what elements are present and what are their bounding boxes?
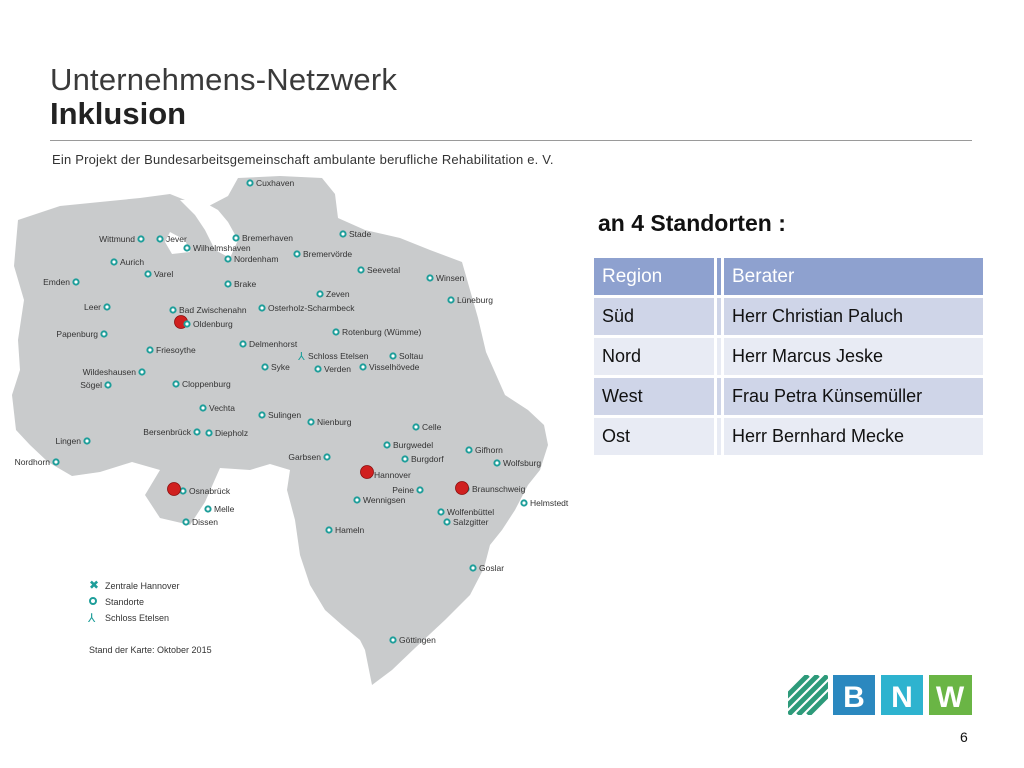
dot-icon — [205, 506, 210, 511]
city-label: Nordhorn — [14, 457, 50, 467]
cell-spacer — [717, 378, 721, 415]
city-label: Schloss Etelsen — [308, 351, 369, 361]
dot-icon — [84, 438, 89, 443]
cell-region: Nord — [594, 338, 714, 375]
dot-icon — [470, 565, 475, 570]
city-label: Brake — [234, 279, 257, 289]
dot-icon — [262, 364, 267, 369]
dot-icon — [184, 245, 189, 250]
dot-icon — [104, 304, 109, 309]
cell-berater: Herr Marcus Jeske — [724, 338, 983, 375]
logo-letter-b: B — [843, 681, 865, 714]
dot-icon — [105, 382, 110, 387]
column-header-region: Region — [594, 258, 714, 295]
city-marker — [83, 367, 145, 377]
dot-icon — [180, 488, 185, 493]
city-marker — [240, 339, 297, 349]
dot-icon — [308, 419, 313, 424]
city-marker — [184, 243, 251, 253]
city-label: Friesoythe — [156, 345, 196, 355]
dot-icon — [317, 291, 322, 296]
dot-icon — [247, 180, 252, 185]
city-label: Wolfenbüttel — [447, 507, 495, 517]
city-marker — [354, 495, 405, 505]
city-label: Braunschweig — [472, 484, 526, 494]
city-marker — [521, 498, 569, 508]
dot-icon — [521, 500, 526, 505]
lower-saxony-map — [0, 170, 580, 690]
city-marker — [233, 233, 293, 243]
standort-highlight-marker — [168, 483, 181, 496]
map-legend — [87, 578, 212, 655]
legend-item-schloss — [87, 611, 169, 625]
city-label: Wolfsburg — [503, 458, 542, 468]
dot-icon — [326, 527, 331, 532]
dot-icon — [259, 305, 264, 310]
cross-icon: ✖ — [89, 578, 100, 592]
dot-icon — [240, 341, 245, 346]
legend-item-standorte — [90, 597, 144, 607]
dot-icon — [402, 456, 407, 461]
city-label: Seevetal — [367, 265, 401, 275]
dot-icon — [173, 381, 178, 386]
city-label: Cuxhaven — [256, 178, 295, 188]
city-label: Bad Zwischenahn — [179, 305, 247, 315]
page-title-line1: Unternehmens-Netzwerk — [50, 62, 398, 97]
city-label: Celle — [422, 422, 442, 432]
city-marker — [173, 379, 231, 389]
tripod-icon: ⅄ — [88, 611, 96, 625]
dot-icon — [200, 405, 205, 410]
city-label: Sögel — [80, 380, 102, 390]
bnw-logo — [788, 673, 974, 717]
city-label: Visselhövede — [369, 362, 420, 372]
city-label: Oldenburg — [193, 319, 233, 329]
cell-spacer — [717, 338, 721, 375]
city-label: Hannover — [374, 470, 411, 480]
city-label: Dissen — [192, 517, 218, 527]
city-label: Varel — [154, 269, 174, 279]
city-label: Osnabrück — [189, 486, 231, 496]
dot-icon — [324, 454, 329, 459]
city-label: Helmstedt — [530, 498, 569, 508]
cell-berater: Herr Bernhard Mecke — [724, 418, 983, 455]
city-label: Peine — [392, 485, 414, 495]
city-label: Syke — [271, 362, 290, 372]
city-label: Bremerhaven — [242, 233, 294, 243]
legend-label-standorte: Standorte — [105, 597, 145, 607]
dot-icon — [360, 364, 365, 369]
dot-icon — [259, 412, 264, 417]
city-label: Vechta — [209, 403, 235, 413]
city-marker — [360, 362, 419, 372]
dot-icon — [448, 297, 453, 302]
dot-icon — [73, 279, 78, 284]
city-label: Burgwedel — [393, 440, 434, 450]
city-label: Gifhorn — [475, 445, 503, 455]
city-label: Zeven — [326, 289, 350, 299]
table-row — [594, 418, 983, 455]
city-label: Salzgitter — [453, 517, 489, 527]
dot-icon — [444, 519, 449, 524]
advisor-table — [591, 255, 986, 458]
dot-icon — [139, 369, 144, 374]
map-landmass — [12, 176, 548, 685]
city-marker — [170, 305, 246, 315]
dot-icon — [90, 598, 96, 604]
dot-icon — [157, 236, 162, 241]
city-marker — [463, 484, 525, 494]
table-row — [594, 378, 983, 415]
cell-berater: Herr Christian Paluch — [724, 298, 983, 335]
page-number: 6 — [960, 729, 968, 745]
dot-icon — [466, 447, 471, 452]
dot-icon — [413, 424, 418, 429]
table-row — [594, 298, 983, 335]
table-header-row — [594, 258, 983, 295]
dot-icon — [194, 429, 199, 434]
city-marker — [205, 504, 234, 514]
dot-icon — [183, 519, 188, 524]
city-label: Lingen — [55, 436, 81, 446]
city-label: Wennigsen — [363, 495, 406, 505]
column-header-berater: Berater — [724, 258, 983, 295]
dot-icon — [170, 307, 175, 312]
city-marker — [225, 254, 278, 264]
city-label: Stade — [349, 229, 372, 239]
standort-highlight-marker — [456, 482, 469, 495]
map-date-note: Stand der Karte: Oktober 2015 — [89, 645, 212, 655]
city-label: Papenburg — [56, 329, 98, 339]
city-label: Melle — [214, 504, 235, 514]
dot-icon — [147, 347, 152, 352]
dot-icon — [340, 231, 345, 236]
dot-icon — [101, 331, 106, 336]
dot-icon — [315, 366, 320, 371]
dot-icon — [225, 256, 230, 261]
city-label: Goslar — [479, 563, 505, 573]
city-marker — [438, 507, 494, 517]
city-label: Göttingen — [399, 635, 436, 645]
city-label: Garbsen — [288, 452, 321, 462]
dot-icon — [358, 267, 363, 272]
dot-icon — [390, 353, 395, 358]
dot-icon — [494, 460, 499, 465]
city-label: Burgdorf — [411, 454, 444, 464]
dot-icon — [294, 251, 299, 256]
city-label: Aurich — [120, 257, 145, 267]
city-label: Nienburg — [317, 417, 352, 427]
tripod-icon: ⅄ — [298, 351, 305, 363]
city-marker — [259, 303, 355, 313]
cell-spacer — [717, 418, 721, 455]
city-marker — [294, 249, 352, 259]
cell-berater: Frau Petra Künsemüller — [724, 378, 983, 415]
dot-icon — [354, 497, 359, 502]
dot-icon — [384, 442, 389, 447]
logo-letter-w: W — [935, 681, 965, 714]
legend-label-zentrale: Zentrale Hannover — [105, 581, 180, 591]
city-label: Bremervörde — [303, 249, 353, 259]
dot-icon — [225, 281, 230, 286]
cell-region: Süd — [594, 298, 714, 335]
table-row — [594, 338, 983, 375]
dot-icon — [233, 235, 238, 240]
city-label: Verden — [324, 364, 351, 374]
page-subtitle: Ein Projekt der Bundesarbeitsgemeinschaft ambulante berufliche Rehabilitation e. V. — [52, 152, 554, 167]
cell-spacer — [717, 298, 721, 335]
locations-heading: an 4 Standorten : — [598, 210, 786, 236]
logo-letter-n: N — [891, 681, 913, 714]
legend-label-schloss: Schloss Etelsen — [105, 613, 170, 623]
dot-icon — [333, 329, 338, 334]
dot-icon — [417, 487, 422, 492]
dot-icon — [138, 236, 143, 241]
dot-icon — [206, 430, 211, 435]
standort-highlight-marker — [361, 466, 374, 479]
page-title-line2: Inklusion — [50, 96, 187, 131]
city-label: Jever — [166, 234, 187, 244]
city-marker — [333, 327, 421, 337]
city-label: Nordenham — [234, 254, 279, 264]
city-label: Hameln — [335, 525, 365, 535]
city-label: Diepholz — [215, 428, 249, 438]
dot-icon — [390, 637, 395, 642]
dot-icon — [427, 275, 432, 280]
column-spacer — [717, 258, 721, 295]
city-label: Sulingen — [268, 410, 302, 420]
city-label: Emden — [43, 277, 70, 287]
city-label: Wilhelmshaven — [193, 243, 251, 253]
cell-region: West — [594, 378, 714, 415]
title-divider — [50, 140, 972, 141]
city-label: Osterholz-Scharmbeck — [268, 303, 355, 313]
city-label: Cloppenburg — [182, 379, 231, 389]
city-label: Winsen — [436, 273, 465, 283]
city-label: Wildeshausen — [82, 367, 136, 377]
dot-icon — [145, 271, 150, 276]
city-label: Delmenhorst — [249, 339, 298, 349]
dot-icon — [111, 259, 116, 264]
city-label: Wittmund — [99, 234, 135, 244]
dot-icon — [53, 459, 58, 464]
dot-icon — [438, 509, 443, 514]
city-label: Lüneburg — [457, 295, 493, 305]
city-label: Soltau — [399, 351, 424, 361]
dot-icon — [184, 321, 189, 326]
city-label: Bersenbrück — [143, 427, 191, 437]
cell-region: Ost — [594, 418, 714, 455]
city-label: Leer — [83, 302, 101, 312]
legend-item-zentrale — [89, 578, 180, 592]
city-label: Rotenburg (Wümme) — [342, 327, 422, 337]
